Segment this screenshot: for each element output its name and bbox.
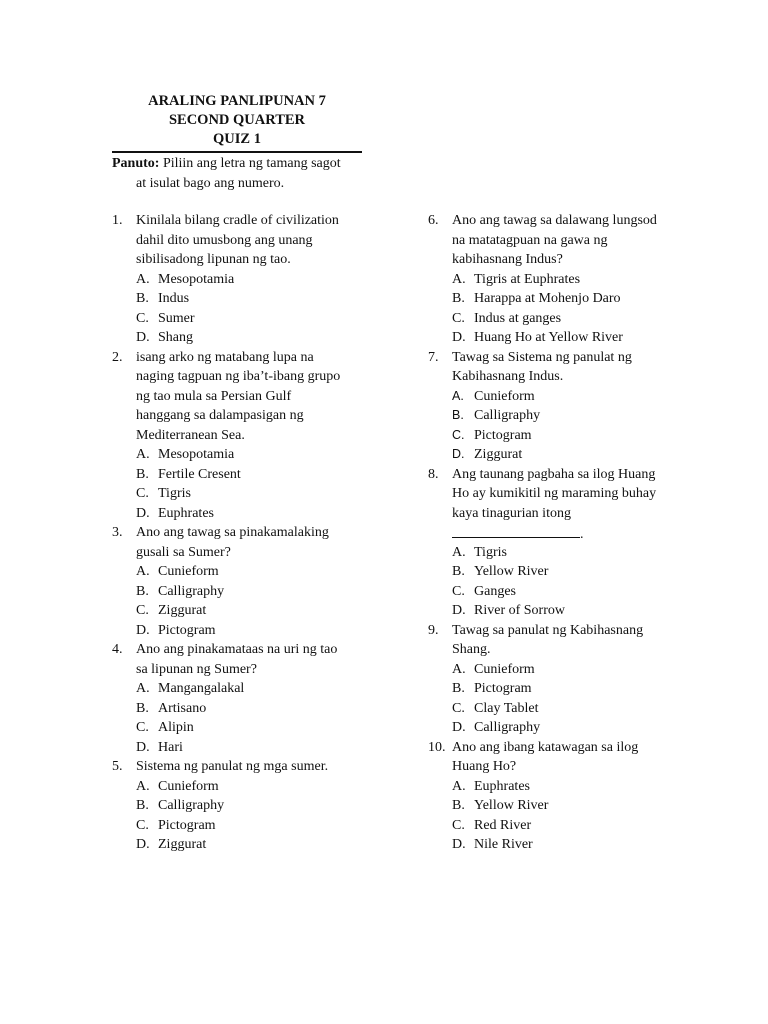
question-line xyxy=(112,211,382,231)
choice-letter: B. xyxy=(136,798,149,813)
question-5 xyxy=(112,757,382,855)
choice-letter: A. xyxy=(136,778,150,794)
question-indent xyxy=(428,640,452,660)
choice-text: Cunieform xyxy=(158,564,219,579)
question-text: Ano ang pinakamataas na uri ng tao xyxy=(136,642,338,657)
choice-letter: A. xyxy=(452,388,464,403)
quarter-title: SECOND QUARTER xyxy=(168,112,306,128)
choice-letter: C. xyxy=(136,603,149,618)
question-text: Huang Ho? xyxy=(452,759,517,774)
choice-c xyxy=(428,582,698,602)
choice-d xyxy=(112,328,382,348)
question-7 xyxy=(428,348,698,465)
question-indent xyxy=(112,543,136,563)
choice-letter: D. xyxy=(452,837,466,852)
question-number: 5. xyxy=(112,759,123,774)
question-line xyxy=(112,250,382,270)
question-number: 9. xyxy=(428,622,439,638)
quiz-title: QUIZ 1 xyxy=(213,131,261,147)
choice-text: Calligraphy xyxy=(474,408,541,423)
question-indent xyxy=(112,250,136,270)
question-number: 7. xyxy=(428,349,439,365)
question-number: 8. xyxy=(428,466,439,482)
question-4 xyxy=(112,640,382,757)
question-text: sa lipunan ng Sumer? xyxy=(136,661,257,677)
choice-b xyxy=(428,562,698,582)
question-text: ng tao mula sa Persian Gulf xyxy=(136,388,292,404)
choice-a xyxy=(112,777,382,797)
question-indent xyxy=(428,231,452,251)
choice-text: Ziggurat xyxy=(474,447,523,462)
question-indent xyxy=(428,367,452,387)
choice-text: Calligraphy xyxy=(474,720,541,735)
question-text: Ano ang tawag sa pinakamalaking xyxy=(136,525,329,540)
question-text: dahil dito umusbong ang unang xyxy=(136,232,313,248)
question-indent xyxy=(112,426,136,446)
choice-letter: C. xyxy=(452,583,465,599)
choice-text: Harappa at Mohenjo Daro xyxy=(474,291,621,306)
question-line xyxy=(428,484,698,504)
choice-letter: D. xyxy=(136,622,150,638)
choice-c xyxy=(428,309,698,329)
choice-b xyxy=(428,679,698,699)
choice-text: Nile River xyxy=(474,837,533,852)
choice-letter: D. xyxy=(136,739,150,755)
choice-letter: C. xyxy=(136,720,149,735)
question-text: Ho ay kumikitil ng maraming buhay xyxy=(452,486,657,501)
choice-b xyxy=(112,796,382,816)
choice-d xyxy=(428,328,698,348)
question-text: gusali sa Sumer? xyxy=(136,544,231,560)
question-number: 10. xyxy=(428,739,446,755)
question-line xyxy=(112,387,382,407)
question-text: Mediterranean Sea. xyxy=(136,427,245,443)
choice-text: Pictogram xyxy=(158,622,216,638)
choice-text: Mangangalakal xyxy=(158,681,245,696)
choice-text: Ziggurat xyxy=(158,603,207,618)
instructions-text-line2: at isulat bago ang numero. xyxy=(136,175,285,191)
question-indent xyxy=(428,757,452,777)
question-line xyxy=(112,757,382,777)
question-text: Kabihasnang Indus. xyxy=(452,369,564,384)
question-text: Ang taunang pagbaha sa ilog Huang xyxy=(452,466,656,482)
question-indent xyxy=(112,367,136,387)
choice-b xyxy=(428,289,698,309)
question-line xyxy=(428,367,698,387)
question-3 xyxy=(112,523,382,640)
choice-text: Calligraphy xyxy=(158,798,225,813)
question-indent xyxy=(428,504,452,524)
question-number: 6. xyxy=(428,213,439,228)
question-text: kaya tinagurian itong xyxy=(452,505,571,521)
choice-a xyxy=(112,270,382,290)
choice-text: Yellow River xyxy=(474,798,549,813)
choice-letter: D. xyxy=(136,330,150,345)
choice-d xyxy=(112,621,382,641)
question-line xyxy=(112,660,382,680)
question-line xyxy=(428,211,698,231)
question-line xyxy=(112,640,382,660)
choice-text: Euphrates xyxy=(474,778,530,794)
choice-text: Alipin xyxy=(158,720,194,735)
question-10 xyxy=(428,738,698,855)
choice-letter: B. xyxy=(452,798,465,813)
question-line xyxy=(428,231,698,251)
choice-text: Pictogram xyxy=(474,681,532,696)
choice-text: Cunieform xyxy=(474,388,535,404)
choice-d xyxy=(112,835,382,855)
question-line xyxy=(428,250,698,270)
instructions-text-line1: Piliin ang letra ng tamang sagot xyxy=(162,156,341,171)
question-line xyxy=(428,621,698,641)
choice-text: Hari xyxy=(158,739,183,755)
question-line xyxy=(112,348,382,368)
choice-b xyxy=(112,289,382,309)
choice-a xyxy=(428,543,698,563)
choice-text: Calligraphy xyxy=(158,583,225,599)
choice-a xyxy=(428,270,698,290)
choice-text: Pictogram xyxy=(474,427,532,443)
choice-text: Cunieform xyxy=(474,661,535,677)
question-text: isang arko ng matabang lupa na xyxy=(136,349,314,365)
question-line xyxy=(112,543,382,563)
choice-letter: B. xyxy=(136,466,149,482)
choice-text: Red River xyxy=(474,817,532,833)
choice-letter: D. xyxy=(452,330,466,345)
choice-a xyxy=(112,562,382,582)
choice-text: Indus at ganges xyxy=(474,310,562,326)
choice-text: Euphrates xyxy=(158,505,214,521)
question-indent xyxy=(112,231,136,251)
choice-a xyxy=(428,660,698,680)
question-text: Ano ang ibang katawagan sa ilog xyxy=(452,739,639,755)
question-indent xyxy=(428,484,452,504)
choice-letter: A. xyxy=(452,544,466,560)
answer-blank xyxy=(452,523,580,538)
choice-d xyxy=(428,445,698,465)
choice-text: Ganges xyxy=(474,583,516,599)
choice-letter: D. xyxy=(136,505,150,521)
question-number: 3. xyxy=(112,525,123,540)
question-text: sibilisadong lipunan ng tao. xyxy=(136,252,291,267)
choice-a xyxy=(112,445,382,465)
question-line xyxy=(428,757,698,777)
answer-blank-line xyxy=(428,523,698,543)
choice-letter: B. xyxy=(136,583,149,599)
question-text: Kinilala bilang cradle of civilization xyxy=(136,213,339,228)
question-text: naging tagpuan ng iba’t-ibang grupo xyxy=(136,369,341,384)
choice-text: Huang Ho at Yellow River xyxy=(474,330,623,345)
question-indent xyxy=(112,660,136,680)
choice-letter: C. xyxy=(136,817,149,833)
choice-b xyxy=(428,406,698,426)
question-line xyxy=(112,426,382,446)
choice-text: Pictogram xyxy=(158,817,216,833)
choice-letter: C. xyxy=(452,310,465,326)
choice-text: Sumer xyxy=(158,310,195,326)
choice-letter: A. xyxy=(136,271,150,287)
choice-letter: A. xyxy=(452,271,466,287)
question-line xyxy=(428,465,698,485)
question-text: hanggang sa dalampasigan ng xyxy=(136,408,304,423)
question-6 xyxy=(428,211,698,348)
choice-text: Indus xyxy=(158,291,190,306)
question-number: 4. xyxy=(112,642,123,657)
choice-c xyxy=(112,309,382,329)
choice-text: Tigris xyxy=(474,544,507,560)
question-text: Ano ang tawag sa dalawang lungsod xyxy=(452,213,657,228)
choice-letter: B. xyxy=(452,291,465,306)
choice-letter: B. xyxy=(452,408,464,422)
question-line xyxy=(428,640,698,660)
question-text: Tawag sa Sistema ng panulat ng xyxy=(452,349,632,365)
choice-c xyxy=(428,699,698,719)
choice-c xyxy=(112,601,382,621)
choice-letter: C. xyxy=(452,427,465,442)
choice-b xyxy=(112,582,382,602)
choice-a xyxy=(112,679,382,699)
choice-c xyxy=(428,426,698,446)
choice-text: Shang xyxy=(158,330,193,345)
choice-letter: D. xyxy=(452,603,466,618)
instructions-label: Panuto: xyxy=(112,156,160,171)
question-text: Sistema ng panulat ng mga sumer. xyxy=(136,759,329,774)
choice-letter: D. xyxy=(452,447,465,461)
choice-letter: A. xyxy=(136,447,150,462)
choice-letter: A. xyxy=(136,564,150,579)
header-divider xyxy=(112,151,362,153)
question-indent xyxy=(112,387,136,407)
choice-letter: B. xyxy=(452,564,465,579)
choice-letter: A. xyxy=(136,681,150,696)
question-2 xyxy=(112,348,382,524)
question-text: na matatagpuan na gawa ng xyxy=(452,232,608,248)
choice-text: Cunieform xyxy=(158,778,219,794)
question-text: Tawag sa panulat ng Kabihasnang xyxy=(452,622,644,638)
choice-text: Mesopotamia xyxy=(158,447,235,462)
question-line xyxy=(112,367,382,387)
choice-letter: D. xyxy=(136,837,150,852)
choice-letter: C. xyxy=(452,700,465,716)
question-line xyxy=(112,523,382,543)
choice-text: Ziggurat xyxy=(158,837,207,852)
question-line xyxy=(428,504,698,524)
choice-text: Artisano xyxy=(158,700,207,716)
question-line xyxy=(112,406,382,426)
question-indent xyxy=(428,250,452,270)
question-number: 2. xyxy=(112,349,123,365)
choice-letter: B. xyxy=(136,291,149,306)
quiz-header xyxy=(112,92,362,149)
question-text: kabihasnang Indus? xyxy=(452,252,563,267)
blank-period: . xyxy=(580,527,584,542)
choice-d xyxy=(428,718,698,738)
choice-b xyxy=(112,465,382,485)
question-8 xyxy=(428,465,698,621)
choice-text: Fertile Cresent xyxy=(158,466,241,482)
choice-text: Clay Tablet xyxy=(474,700,539,716)
choice-letter: C. xyxy=(136,486,149,501)
choice-a xyxy=(428,777,698,797)
choice-b xyxy=(112,699,382,719)
question-9 xyxy=(428,621,698,738)
question-line xyxy=(428,348,698,368)
choice-d xyxy=(112,738,382,758)
choice-c xyxy=(112,484,382,504)
question-1 xyxy=(112,211,382,348)
choice-b xyxy=(428,796,698,816)
choice-letter: D. xyxy=(452,720,466,735)
choice-d xyxy=(428,601,698,621)
choice-letter: A. xyxy=(452,661,466,677)
instructions xyxy=(112,154,370,193)
choice-c xyxy=(428,816,698,836)
choice-text: Mesopotamia xyxy=(158,271,235,287)
choice-letter: B. xyxy=(136,700,149,716)
subject-title: ARALING PANLIPUNAN 7 xyxy=(148,93,326,109)
questions-column-right xyxy=(428,211,698,855)
question-line xyxy=(112,231,382,251)
question-indent xyxy=(112,406,136,426)
choice-letter: C. xyxy=(452,817,465,833)
choice-d xyxy=(112,504,382,524)
choice-a xyxy=(428,387,698,407)
choice-letter: A. xyxy=(452,778,466,794)
choice-letter: C. xyxy=(136,310,149,326)
choice-c xyxy=(112,718,382,738)
question-text: Shang. xyxy=(452,642,491,657)
question-number: 1. xyxy=(112,213,123,228)
choice-text: Yellow River xyxy=(474,564,549,579)
choice-text: Tigris xyxy=(158,486,191,501)
choice-d xyxy=(428,835,698,855)
choice-text: Tigris at Euphrates xyxy=(474,271,581,287)
questions-column-left xyxy=(112,211,382,855)
choice-text: River of Sorrow xyxy=(474,603,565,618)
choice-c xyxy=(112,816,382,836)
choice-letter: B. xyxy=(452,681,465,696)
question-line xyxy=(428,738,698,758)
